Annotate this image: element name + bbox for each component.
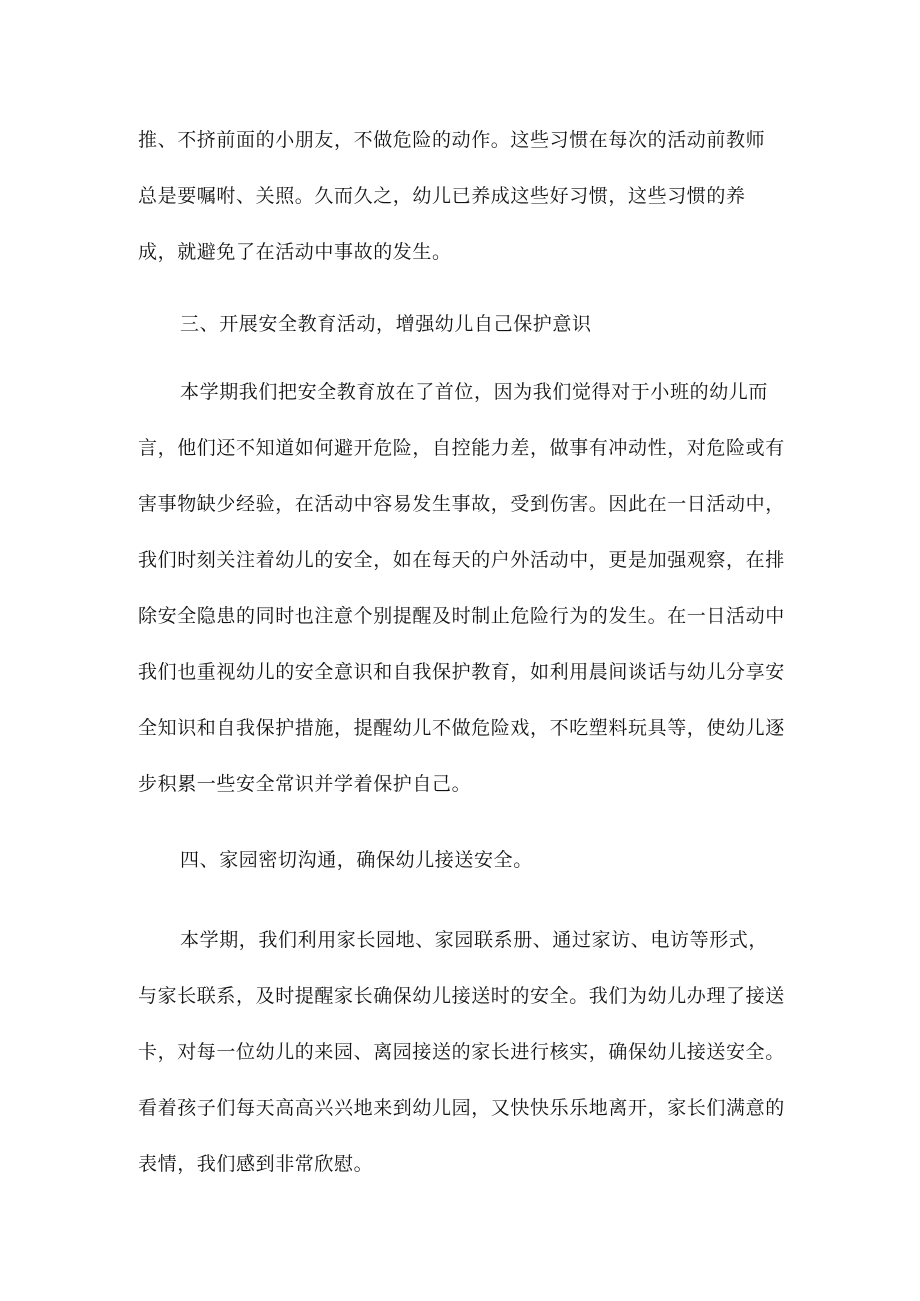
paragraph-line: 与家长联系，及时提醒家长确保幼儿接送时的安全。我们为幼儿办理了接送 [138,985,785,1007]
paragraph-line: 除安全隐患的同时也注意个别提醒及时制止危险行为的发生。在一日活动中 [138,605,785,627]
paragraph-line: 我们时刻关注着幼儿的安全，如在每天的户外活动中，更是加强观察，在排 [138,549,785,571]
paragraph-line: 我们也重视幼儿的安全意识和自我保护教育，如利用晨间谈话与幼儿分享安 [138,661,785,683]
paragraph-line: 总是要嘱咐、关照。久而久之，幼儿已养成这些好习惯，这些习惯的养 [138,185,746,207]
paragraph-line: 全知识和自我保护措施，提醒幼儿不做危险戏，不吃塑料玩具等，使幼儿逐 [138,717,785,739]
section-heading: 三、开展安全教育活动，增强幼儿自己保护意识 [180,313,592,335]
paragraph-line: 言，他们还不知道如何避开危险，自控能力差，做事有冲动性，对危险或有 [138,437,785,459]
paragraph-line: 害事物缺少经验，在活动中容易发生事故，受到伤害。因此在一日活动中， [138,493,785,515]
paragraph-line: 看着孩子们每天高高兴兴地来到幼儿园，又快快乐乐地离开，家长们满意的 [138,1097,785,1119]
paragraph-line: 本学期我们把安全教育放在了首位，因为我们觉得对于小班的幼儿而 [180,381,769,403]
paragraph-line: 表情，我们感到非常欣慰。 [138,1153,374,1175]
paragraph-line: 推、不挤前面的小朋友，不做危险的动作。这些习惯在每次的活动前教师 [138,129,766,151]
paragraph-line: 成，就避免了在活动中事故的发生。 [138,241,452,263]
paragraph-line: 本学期，我们利用家长园地、家园联系册、通过家访、电访等形式， [180,929,769,951]
paragraph-line: 卡，对每一位幼儿的来园、离园接送的家长进行核实，确保幼儿接送安全。 [138,1041,785,1063]
section-heading: 四、家园密切沟通，确保幼儿接送安全。 [180,849,533,871]
paragraph-line: 步积累一些安全常识并学着保护自己。 [138,773,472,795]
